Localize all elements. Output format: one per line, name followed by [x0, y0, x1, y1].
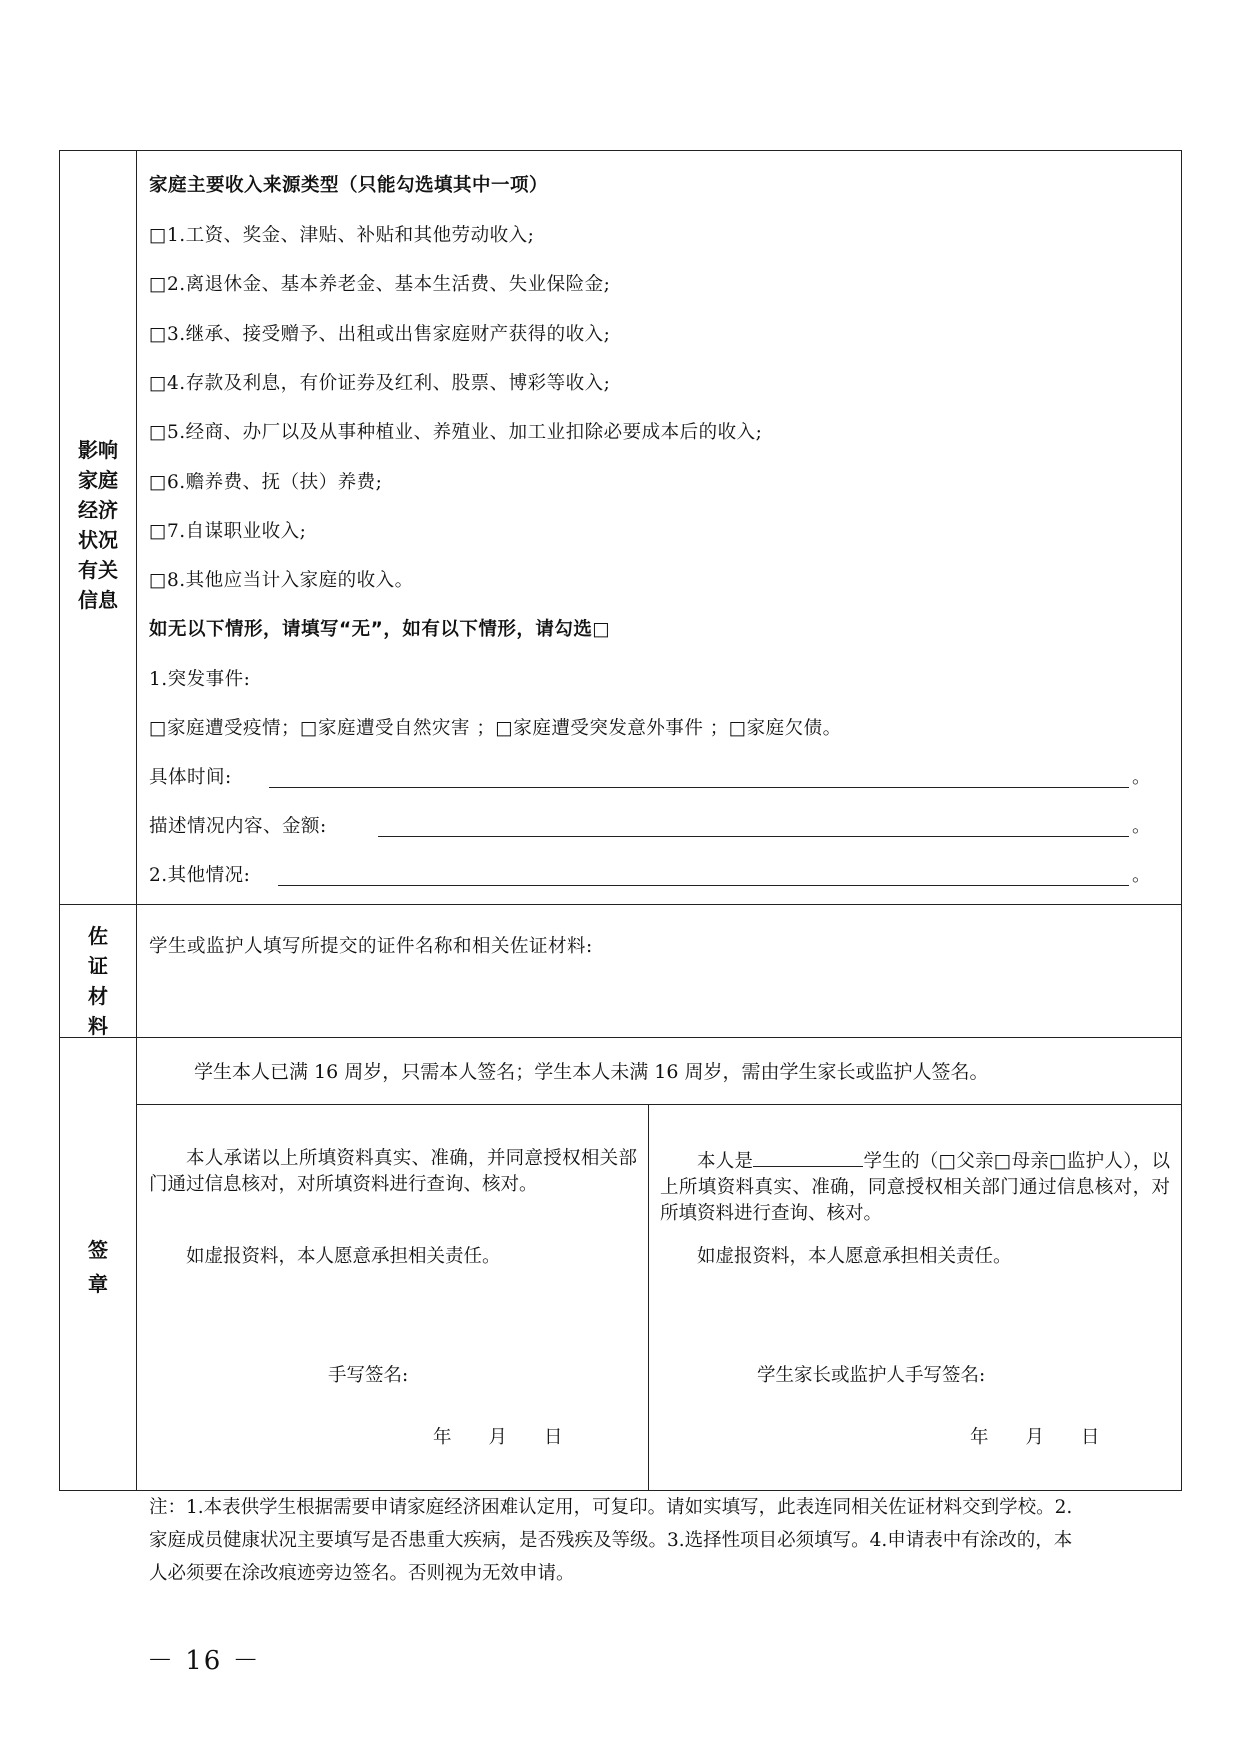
- guardian-promise-suffix: 学生的（□父亲□母亲□监护人），以上所填资料真实、准确，同意授权相关部门通过信息核对，对所填资料进行查询、核对。: [660, 1151, 1170, 1224]
- footnote: 注：1.本表供学生根据需要申请家庭经济困难认定用，可复印。请如实填写，此表连同相关佐证材料交到学校。2.家庭成员健康状况主要填写是否患重大疾病，是否残疾及等级。3.选择性项目必须填写。4.申请表中有涂改的，本人必须要在涂改痕迹旁边签名。否则视为无效申请。: [149, 1497, 1073, 1584]
- page-number: － 16 －: [147, 1646, 261, 1676]
- time-label: 具体时间:: [149, 767, 232, 788]
- label-column-divider: [136, 151, 137, 1490]
- student-promise: 本人承诺以上所填资料真实、准确，并同意授权相关部门通过信息核对，对所填资料进行查询、核对。: [149, 1148, 637, 1195]
- time-field[interactable]: [269, 787, 1129, 788]
- guardian-liability: 如虚报资料，本人愿意承担相关责任。: [697, 1246, 1012, 1267]
- emergency-label: 1.突发事件:: [149, 669, 251, 690]
- description-label: 描述情况内容、金额:: [149, 816, 327, 837]
- student-liability: 如虚报资料，本人愿意承担相关责任。: [186, 1246, 501, 1267]
- guardian-promise-prefix: 本人是: [697, 1151, 754, 1172]
- description-field[interactable]: [378, 836, 1129, 837]
- student-sign-label: 手写签名:: [328, 1365, 409, 1386]
- student-name-field[interactable]: [753, 1146, 863, 1167]
- situation-heading: 如无以下情形，请填写“无”，如有以下情形，请勾选□: [149, 619, 611, 640]
- info-section-label: 影响家庭经济状况有关信息: [78, 438, 118, 612]
- student-sign-area[interactable]: [420, 1351, 620, 1391]
- evidence-section-label: 佐证材料: [88, 924, 108, 1038]
- income-option-5[interactable]: □5.经商、办厂以及从事种植业、养殖业、加工业扣除必要成本后的收入;: [149, 422, 763, 443]
- emergency-options[interactable]: □家庭遭受疫情；□家庭遭受自然灾害 ；□家庭遭受突发意外事件 ；□家庭欠债。: [149, 718, 842, 739]
- income-option-7[interactable]: □7.自谋职业收入;: [149, 521, 307, 542]
- guardian-date[interactable]: 年 月 日: [970, 1427, 1100, 1448]
- other-period: 。: [1132, 865, 1151, 886]
- income-option-3[interactable]: □3.继承、接受赠予、出租或出售家庭财产获得的收入;: [149, 324, 611, 345]
- row-divider-2: [60, 1037, 1181, 1038]
- guardian-promise: [660, 1146, 1170, 1227]
- other-field[interactable]: [278, 885, 1129, 886]
- signature-divider: [136, 1104, 1181, 1105]
- signature-column-divider: [648, 1104, 649, 1490]
- description-period: 。: [1132, 816, 1151, 837]
- time-period: 。: [1132, 767, 1151, 788]
- income-option-2[interactable]: □2.离退休金、基本养老金、基本生活费、失业保险金;: [149, 274, 611, 295]
- income-option-4[interactable]: □4.存款及利息，有价证券及红利、股票、博彩等收入;: [149, 373, 611, 394]
- income-option-8[interactable]: □8.其他应当计入家庭的收入。: [149, 570, 414, 591]
- student-date[interactable]: 年 月 日: [433, 1427, 563, 1448]
- application-form-table: [59, 150, 1182, 1491]
- evidence-prompt: 学生或监护人填写所提交的证件名称和相关佐证材料:: [149, 936, 593, 957]
- income-option-6[interactable]: □6.赡养费、抚（扶）养费;: [149, 472, 383, 493]
- guardian-sign-area[interactable]: [1000, 1351, 1170, 1391]
- income-option-1[interactable]: □1.工资、奖金、津贴、补贴和其他劳动收入;: [149, 225, 535, 246]
- other-label: 2.其他情况:: [149, 865, 251, 886]
- evidence-input-area[interactable]: [137, 961, 1181, 1036]
- income-heading: 家庭主要收入来源类型（只能勾选填其中一项）: [149, 175, 549, 196]
- signature-instruction: 学生本人已满 16 周岁，只需本人签名；学生本人未满 16 周岁，需由学生家长或监护人签名。: [194, 1061, 989, 1083]
- signature-section-label: 签章: [88, 1238, 108, 1296]
- row-divider-1: [60, 904, 1181, 905]
- guardian-sign-label: 学生家长或监护人手写签名:: [757, 1365, 986, 1386]
